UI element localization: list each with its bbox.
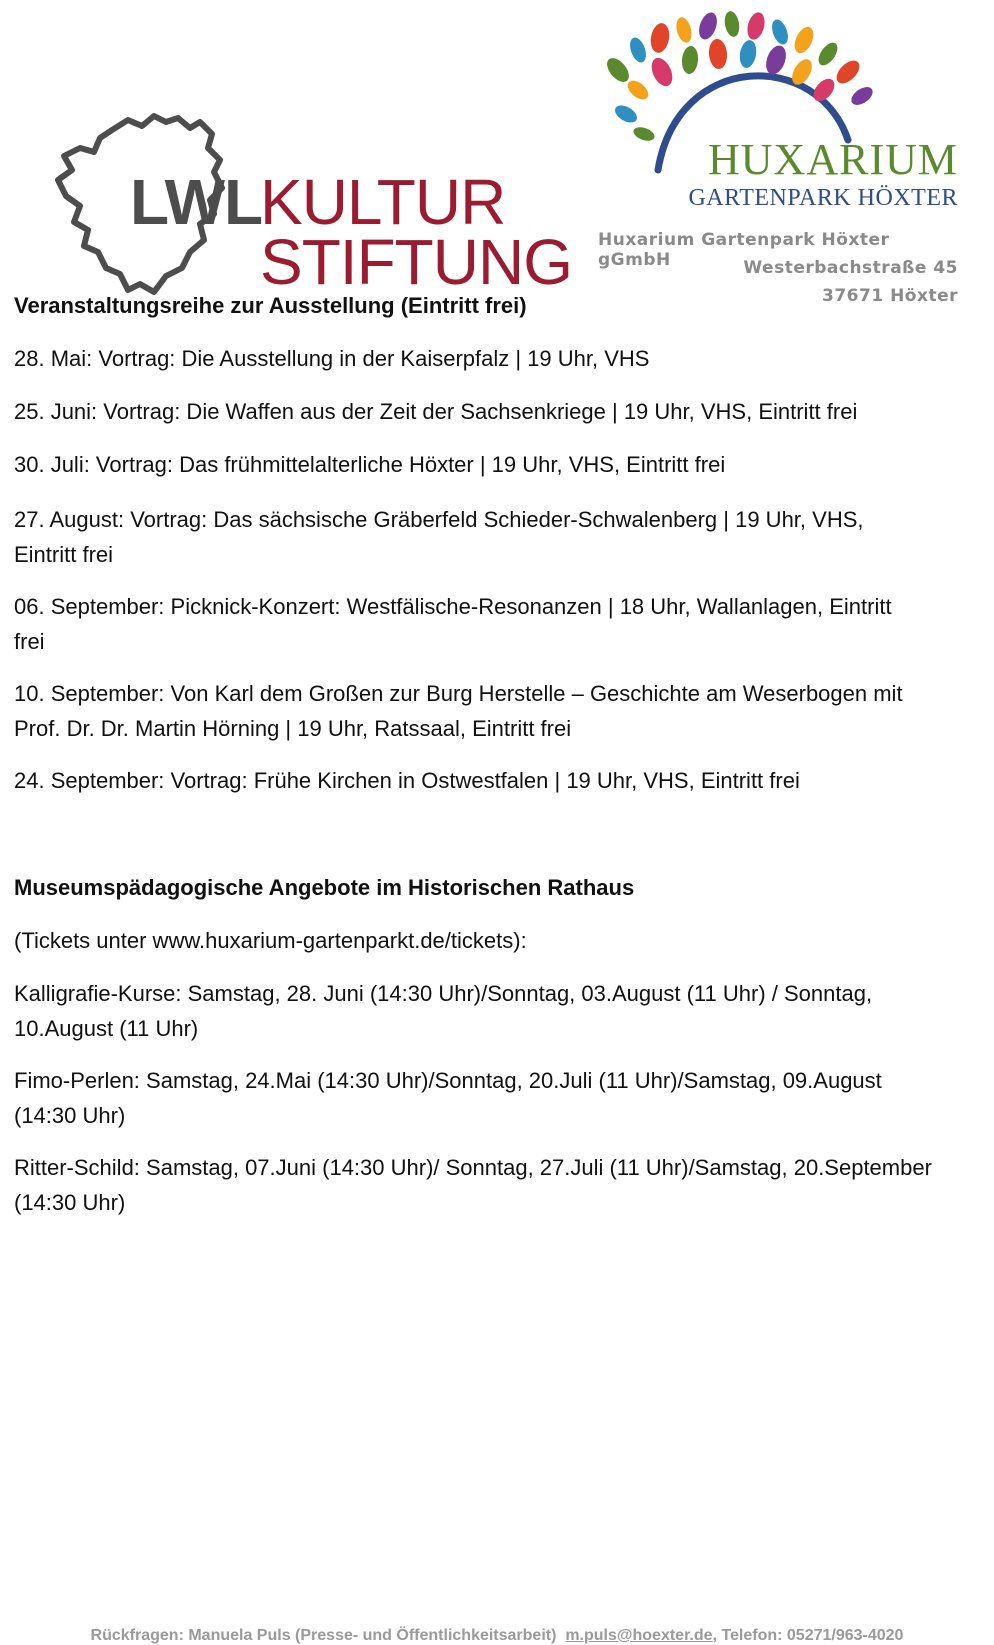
contact-footer	[0, 1627, 994, 1645]
address-city: 37671 Höxter	[822, 286, 958, 306]
workshop-item: Ritter-Schild: Samstag, 07.Juni (14:30 Uhr)/ Sonntag, 27.Juli (11 Uhr)/Samstag, 20.September (14:30 Uhr)	[14, 1155, 932, 1215]
event-item: 06. September: Picknick-Konzert: Westfälische-Resonanzen | 18 Uhr, Wallanlagen, Eintritt frei	[14, 594, 892, 654]
address-company: Huxarium Gartenpark Höxter gGmbH	[598, 230, 890, 270]
museum-heading: Museumspädagogische Angebote im Historischen Rathaus	[14, 875, 635, 900]
event-item: 25. Juni: Vortrag: Die Waffen aus der Zeit der Sachsenkriege | 19 Uhr, VHS, Eintritt frei	[14, 399, 858, 424]
workshop-item: Fimo-Perlen: Samstag, 24.Mai (14:30 Uhr)/Sonntag, 20.Juli (11 Uhr)/Samstag, 09.August (14:30 Uhr)	[14, 1068, 882, 1128]
stiftung-wordmark: STIFTUNG	[260, 226, 572, 298]
events-heading: Veranstaltungsreihe zur Ausstellung (Eintritt frei)	[14, 293, 527, 318]
event-item: 27. August: Vortrag: Das sächsische Gräberfeld Schieder-Schwalenberg | 19 Uhr, VHS, Eintritt frei	[14, 507, 864, 567]
lwl-kulturstiftung-logo	[50, 108, 572, 308]
workshop-item: Kalligrafie-Kurse: Samstag, 28. Juni (14:30 Uhr)/Sonntag, 03.August (11 Uhr) / Sonntag, 10.August (11 Uhr)	[14, 981, 873, 1041]
footer-contact-text: Rückfragen: Manuela Puls (Presse- und Öffentlichkeitsarbeit)	[90, 1627, 557, 1644]
footer-phone-text: , Telefon: 05271/963-4020	[712, 1627, 904, 1644]
address-street: Westerbachstraße 45	[743, 258, 958, 278]
lwl-wordmark: LWL	[130, 166, 263, 238]
gartenpark-subtitle: GARTENPARK HÖXTER	[688, 185, 958, 211]
huxarium-logo	[598, 10, 988, 306]
event-item: 24. September: Vortrag: Frühe Kirchen in Ostwestfalen | 19 Uhr, VHS, Eintritt frei	[14, 768, 800, 793]
event-item: 30. Juli: Vortrag: Das frühmittelalterliche Höxter | 19 Uhr, VHS, Eintritt frei	[14, 452, 726, 477]
tickets-note: (Tickets unter www.huxarium-gartenparkt.de/tickets):	[14, 928, 527, 953]
event-item: 28. Mai: Vortrag: Die Ausstellung in der Kaiserpfalz | 19 Uhr, VHS	[14, 346, 650, 371]
email-link[interactable]: m.puls@hoexter.de	[565, 1627, 713, 1644]
huxarium-wordmark: HUXARIUM	[708, 135, 958, 184]
kultur-wordmark: KULTUR	[260, 166, 506, 238]
event-item: 10. September: Von Karl dem Großen zur Burg Herstelle – Geschichte am Weserbogen mit Prof. Dr. Dr. Martin Hörning | 19 Uhr, Ratssaal, Eintritt frei	[14, 681, 903, 741]
